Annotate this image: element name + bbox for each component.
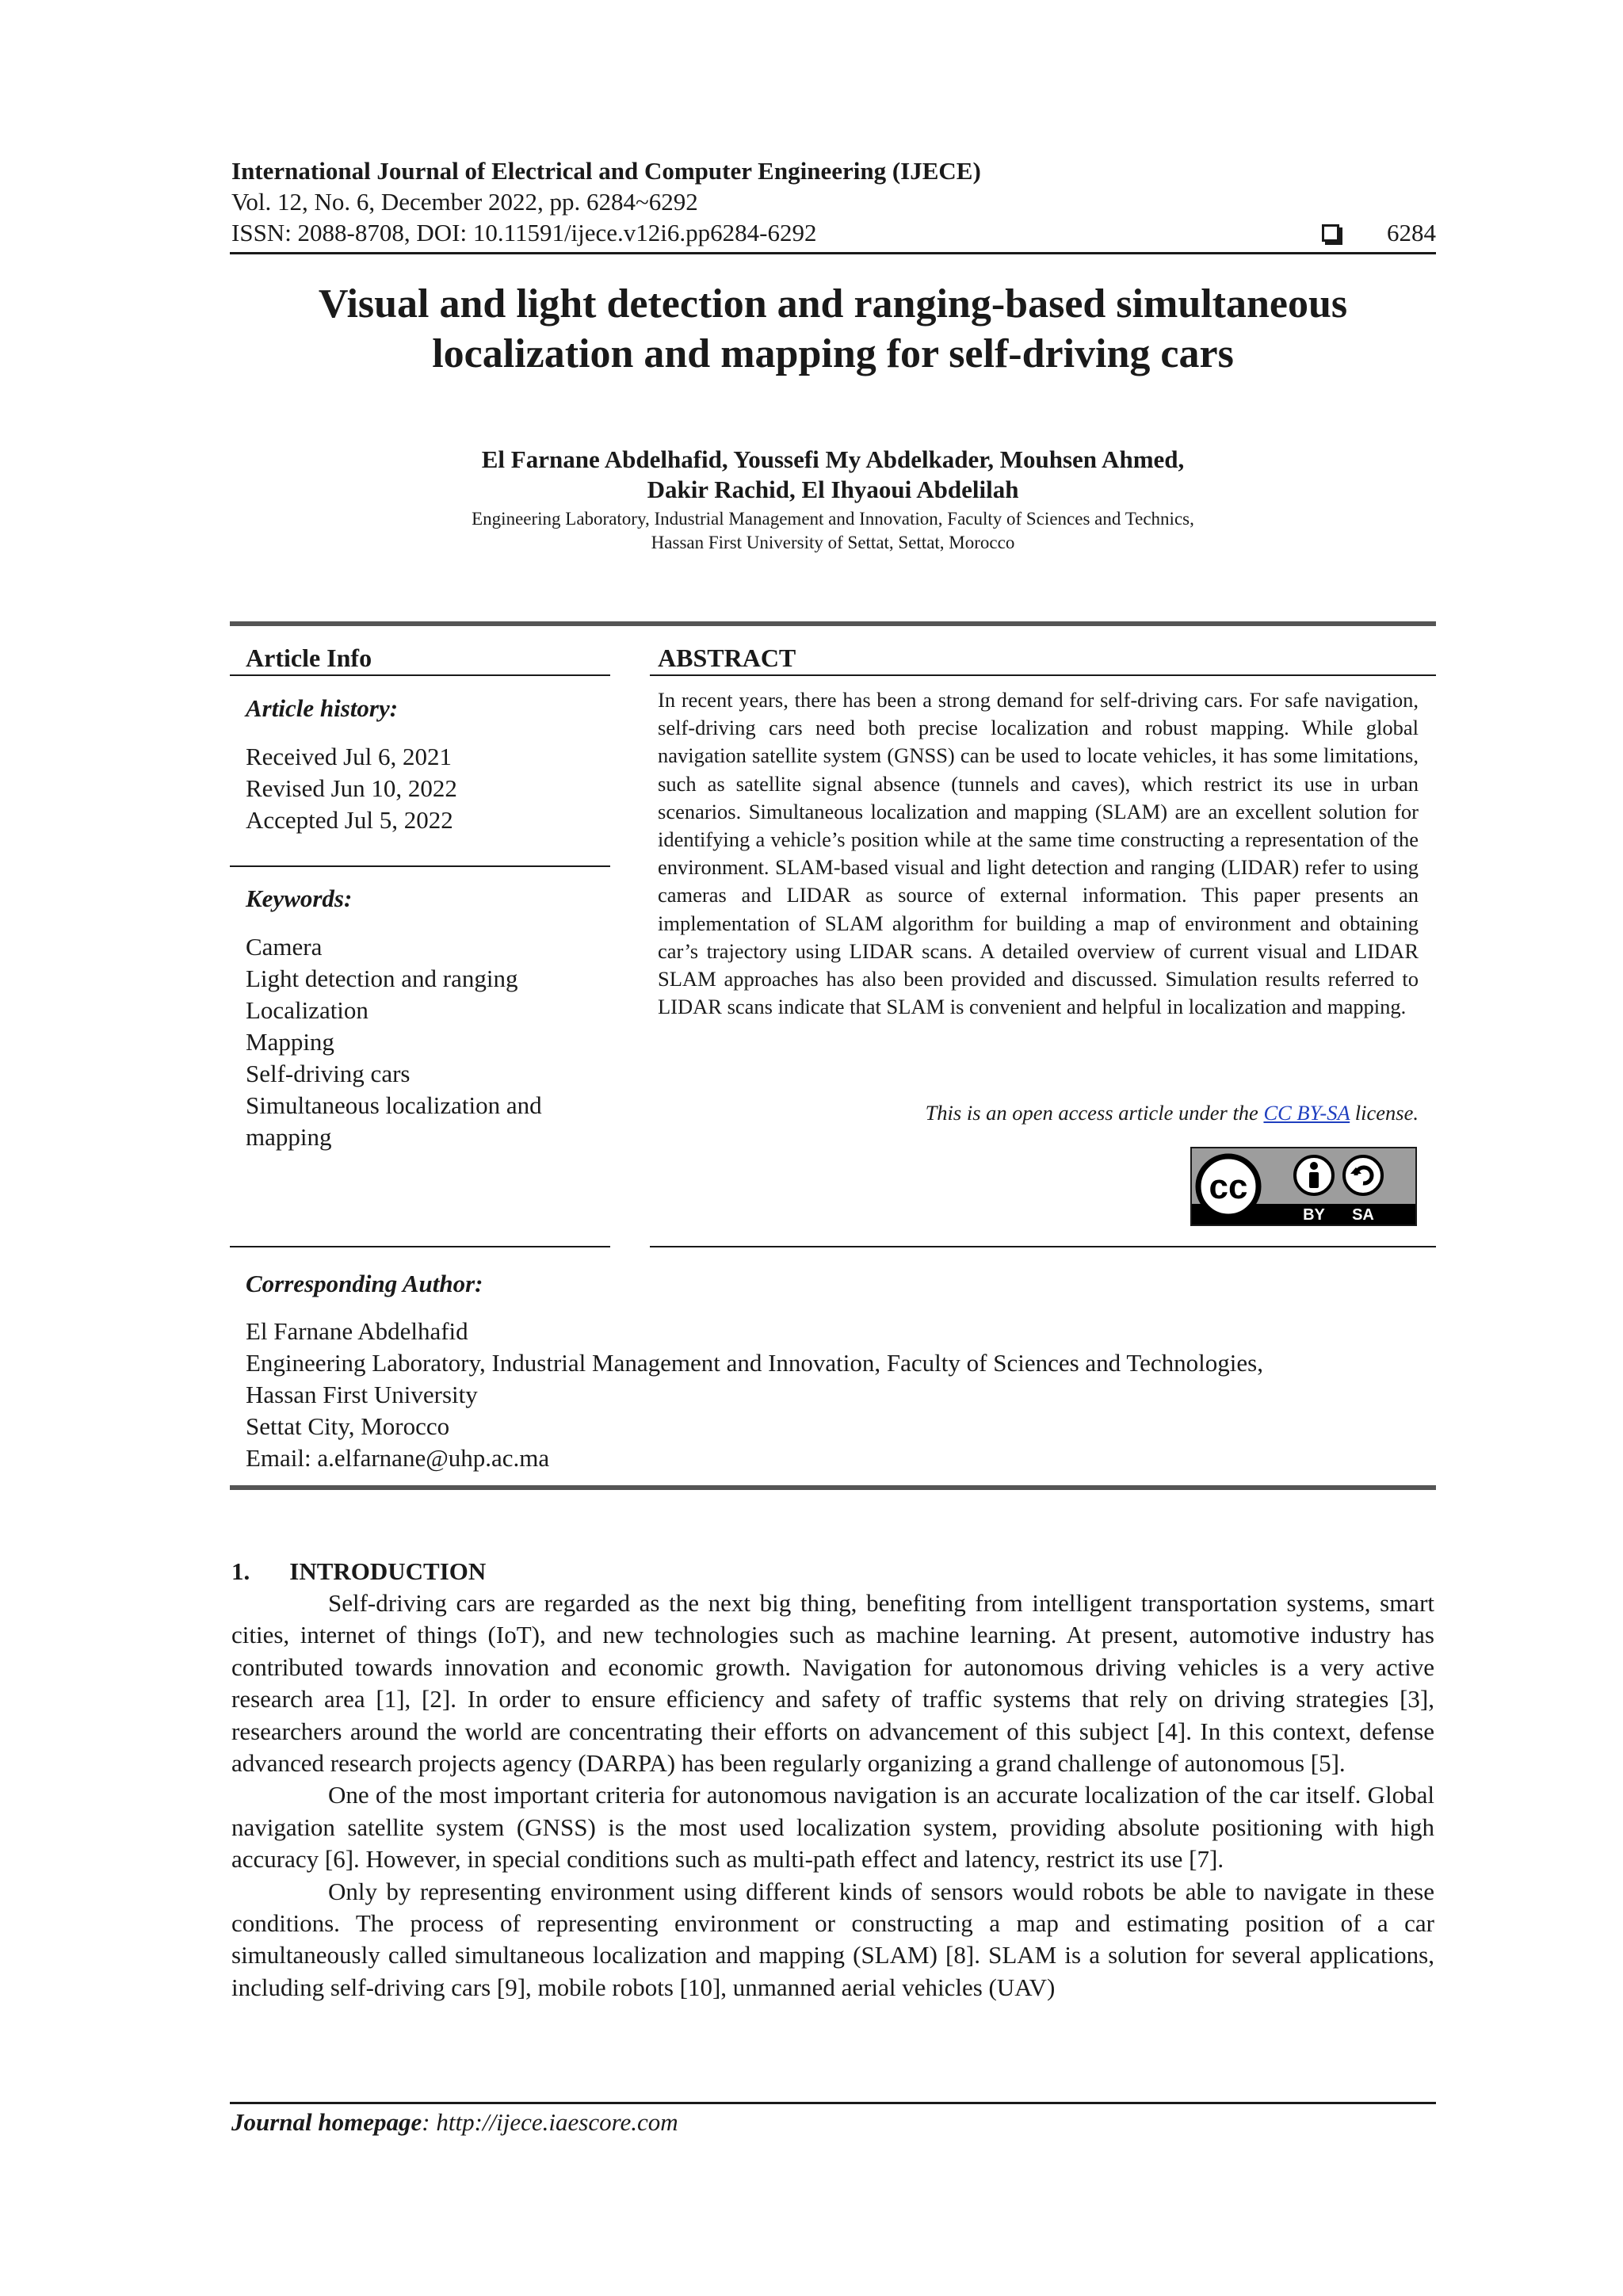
- introduction-body: [231, 1587, 1434, 2004]
- abstract-bottom-rule: [650, 1246, 1436, 1247]
- info-top-rule: [230, 621, 1436, 626]
- info-bottom-rule: [230, 1485, 1436, 1490]
- corresponding-email: Email: a.elfarnane@uhp.ac.ma: [246, 1444, 550, 1472]
- corresponding-university: Hassan First University: [246, 1381, 478, 1408]
- abstract-rule: [650, 674, 1436, 676]
- corresponding-heading: Corresponding Author:: [246, 1270, 483, 1297]
- section-number: 1.: [231, 1557, 250, 1585]
- author-list: [231, 445, 1434, 505]
- journal-homepage: [231, 2107, 678, 2138]
- corresponding-affiliation: Engineering Laboratory, Industrial Management and Innovation, Faculty of Sciences and Technologies,: [246, 1349, 1263, 1377]
- article-info-heading: Article Info: [246, 644, 372, 672]
- affiliation-line-2: Hassan First University of Settat, Settat, Morocco: [651, 533, 1015, 552]
- history-revised: Revised Jun 10, 2022: [246, 774, 457, 802]
- shadow-box-icon: [1322, 224, 1339, 242]
- corresponding-city: Settat City, Morocco: [246, 1412, 450, 1440]
- journal-volume: Vol. 12, No. 6, December 2022, pp. 6284~6292: [231, 188, 698, 216]
- cc-badge-graphic: [1192, 1148, 1415, 1224]
- abstract-heading: ABSTRACT: [658, 644, 796, 672]
- license-statement: [926, 1099, 1419, 1127]
- license-prefix: This is an open access article under the: [925, 1101, 1264, 1125]
- title-line-2: localization and mapping for self-driving cars: [432, 331, 1234, 376]
- paragraph: Self-driving cars are regarded as the next big thing, benefiting from intelligent transportation systems, smart cities, internet of things (IoT), and new technologies such as machine learning. At present, automotive industry has contributed towards innovation and economic growth. Navigation for autonomous driving vehicles is a very active research area [1], [2]. In order to ensure efficiency and safety of traffic systems that rely on driving strategies [3], researchers around the world are concentrating their efforts on advancement of this subject [4]. In this context, defense advanced research projects agency (DARPA) has been regularly organizing a grand challenge of autonomous [5].: [231, 1589, 1434, 1778]
- keyword-item: mapping: [246, 1123, 332, 1151]
- affiliation-line-1: Engineering Laboratory, Industrial Management and Innovation, Faculty of Sciences and Technics,: [472, 509, 1194, 529]
- article-history-heading: Article history:: [246, 694, 399, 722]
- cc-icon: cc: [1209, 1167, 1248, 1206]
- keywords-list: [246, 931, 542, 1153]
- license-suffix: license.: [1350, 1101, 1419, 1125]
- paragraph: Only by representing environment using different kinds of sensors would robots be able to navigate in these conditions. The process of representing environment or constructing a map and estimating position of a car simultaneously called simultaneous localization and mapping (SLAM) [8]. SLAM is a solution for several applications, including self-driving cars [9], mobile robots [10], unmanned aerial vehicles (UAV): [231, 1877, 1434, 2001]
- cc-by-sa-badge[interactable]: [1190, 1147, 1417, 1226]
- authors-line-2: Dakir Rachid, El Ihyaoui Abdelilah: [647, 476, 1019, 503]
- introduction-heading: [231, 1556, 486, 1587]
- article-history-list: [246, 741, 457, 836]
- section-title: INTRODUCTION: [289, 1557, 487, 1585]
- keywords-rule: [230, 1246, 610, 1247]
- history-received: Received Jul 6, 2021: [246, 743, 453, 770]
- page-number: 6284: [1387, 219, 1436, 246]
- title-line-1: Visual and light detection and ranging-based simultaneous: [318, 281, 1348, 327]
- corresponding-name: El Farnane Abdelhafid: [246, 1317, 468, 1345]
- homepage-label: Journal homepage: [231, 2108, 422, 2136]
- keyword-item: Light detection and ranging: [246, 965, 518, 992]
- sa-share-icon: [1344, 1156, 1382, 1194]
- authors-line-1: El Farnane Abdelhafid, Youssefi My Abdelkader, Mouhsen Ahmed,: [481, 445, 1185, 473]
- paper-title: [231, 279, 1434, 379]
- keyword-item: Camera: [246, 933, 323, 961]
- abstract-text: In recent years, there has been a strong demand for self-driving cars. For safe navigation, self-driving cars need both precise localization and robust mapping. While global navigation satellite system (GNSS) can be used to locate vehicles, it has some limitations, such as satellite signal absence (tunnels and caves), which restrict its use in urban scenarios. Simultaneous localization and mapping (SLAM) are an excellent solution for identifying a vehicle’s position while at the same time constructing a representation of the environment. SLAM-based visual and light detection and ranging (LIDAR) refer to using cameras and LIDAR as source of external information. This paper presents an implementation of SLAM algorithm for building a map of environment and obtaining car’s trajectory using LIDAR scans. A detailed overview of current visual and LIDAR SLAM approaches has also been provided and discussed. Simulation results referred to LIDAR scans indicate that SLAM is convenient and helpful in localization and mapping.: [658, 688, 1419, 1019]
- footer-rule: [230, 2102, 1436, 2104]
- affiliation: [231, 507, 1434, 555]
- journal-name: International Journal of Electrical and Computer Engineering (IJECE): [231, 157, 981, 185]
- keyword-item: Localization: [246, 996, 369, 1024]
- sa-label: SA: [1352, 1206, 1374, 1224]
- homepage-url[interactable]: : http://ijece.iaescore.com: [422, 2108, 678, 2136]
- header-rule: [230, 252, 1436, 254]
- corresponding-details: [246, 1316, 1263, 1474]
- keyword-item: Mapping: [246, 1028, 334, 1056]
- paragraph: One of the most important criteria for autonomous navigation is an accurate localization of the car itself. Global navigation satellite system (GNSS) is the most used localization system, providing absolute positioning with high accuracy [6]. However, in special conditions such as multi-path effect and latency, restrict its use [7].: [231, 1781, 1434, 1874]
- keywords-heading: Keywords:: [246, 884, 353, 912]
- license-link[interactable]: CC BY-SA: [1263, 1101, 1350, 1125]
- keyword-item: Simultaneous localization and: [246, 1091, 542, 1119]
- journal-issn: ISSN: 2088-8708, DOI: 10.11591/ijece.v12i6.pp6284-6292: [231, 219, 817, 246]
- history-accepted: Accepted Jul 5, 2022: [246, 806, 453, 834]
- header-page-info: [1322, 217, 1436, 248]
- by-label: BY: [1303, 1206, 1325, 1224]
- keyword-item: Self-driving cars: [246, 1060, 411, 1087]
- history-rule: [230, 865, 610, 867]
- article-info-rule: [230, 674, 610, 676]
